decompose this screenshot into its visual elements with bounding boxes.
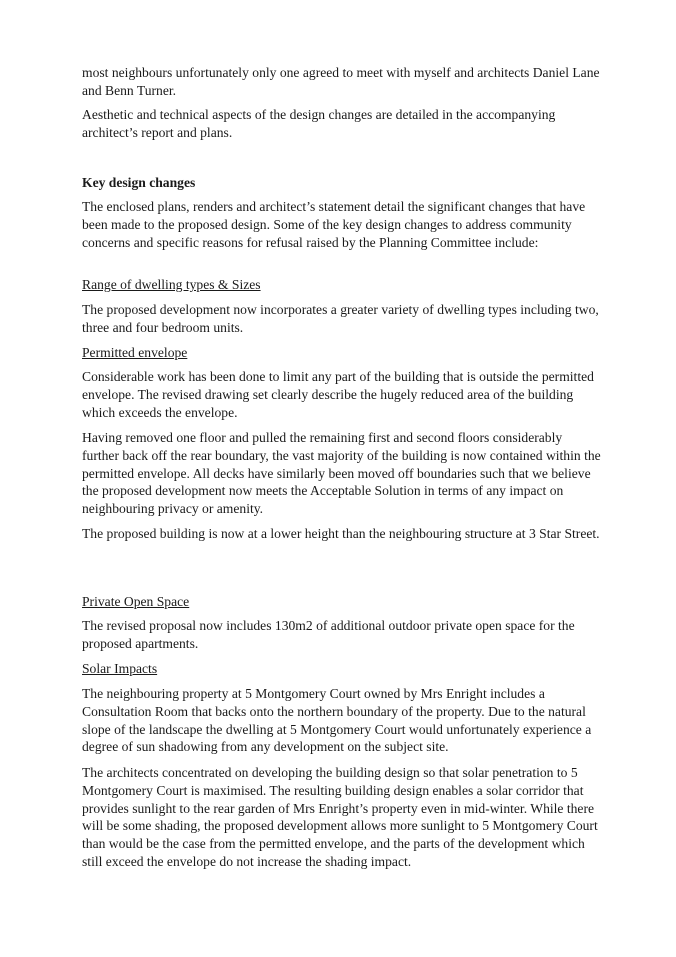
paragraph-intro-end: most neighbours unfortunately only one agreed to meet with myself and architects Daniel Lane and Benn Turner. — [82, 65, 600, 98]
paragraph-open-space: The revised proposal now includes 130m2 of additional outdoor private open space for the proposed apartments. — [82, 618, 575, 651]
paragraph-envelope-2: Having removed one floor and pulled the remaining first and second floors considerably further back off the rear boundary, the vast majority of the building is now contained within the permitted envelope. All decks have similarly been moved off boundaries such that we believe the proposed development now meets the Acceptable Solution in terms of any impact on neighbouring privacy or amenity. — [82, 430, 601, 517]
subheading-solar-impacts: Solar Impacts — [82, 661, 158, 676]
subheading-range-of-dwelling-types: Range of dwelling types & Sizes — [82, 277, 261, 292]
paragraph-range: The proposed development now incorporates a greater variety of dwelling types including two, three and four bedroom units. — [82, 302, 599, 335]
paragraph-solar-2: The architects concentrated on developing the building design so that solar penetration to 5 Montgomery Court is maximised. The resulting building design enables a solar corridor that provides sunlight to the rear garden of Mrs Enright’s property even in mid-winter. While there will be some shading, the proposed development allows more sunlight to 5 Montgomery Court than would be the case from the permitted envelope, and the parts of the development which still exceed the envelope do not increase the shading impact. — [82, 765, 598, 869]
paragraph-envelope-1: Considerable work has been done to limit any part of the building that is outside the permitted envelope. The revised drawing set clearly describe the hugely reduced area of the building which exceeds the envelope. — [82, 369, 594, 420]
subheading-private-open-space: Private Open Space — [82, 594, 190, 609]
heading-key-design-changes: Key design changes — [82, 175, 196, 190]
paragraph-enclosed-plans: The enclosed plans, renders and architect’s statement detail the significant changes that have been made to the proposed design. Some of the key design changes to address community concerns and specific reasons for refusal raised by the Planning Committee include: — [82, 199, 586, 250]
paragraph-envelope-3: The proposed building is now at a lower height than the neighbouring structure at 3 Star Street. — [82, 526, 600, 541]
paragraph-solar-1: The neighbouring property at 5 Montgomery Court owned by Mrs Enright includes a Consultation Room that backs onto the northern boundary of the property. Due to the natural slope of the landscape the dwelling at 5 Montgomery Court would unfortunately experience a degree of sun shadowing from any development on the subject site. — [82, 686, 592, 755]
paragraph-aesthetic: Aesthetic and technical aspects of the design changes are detailed in the accompanying architect’s report and plans. — [82, 107, 556, 140]
subheading-permitted-envelope: Permitted envelope — [82, 345, 188, 360]
